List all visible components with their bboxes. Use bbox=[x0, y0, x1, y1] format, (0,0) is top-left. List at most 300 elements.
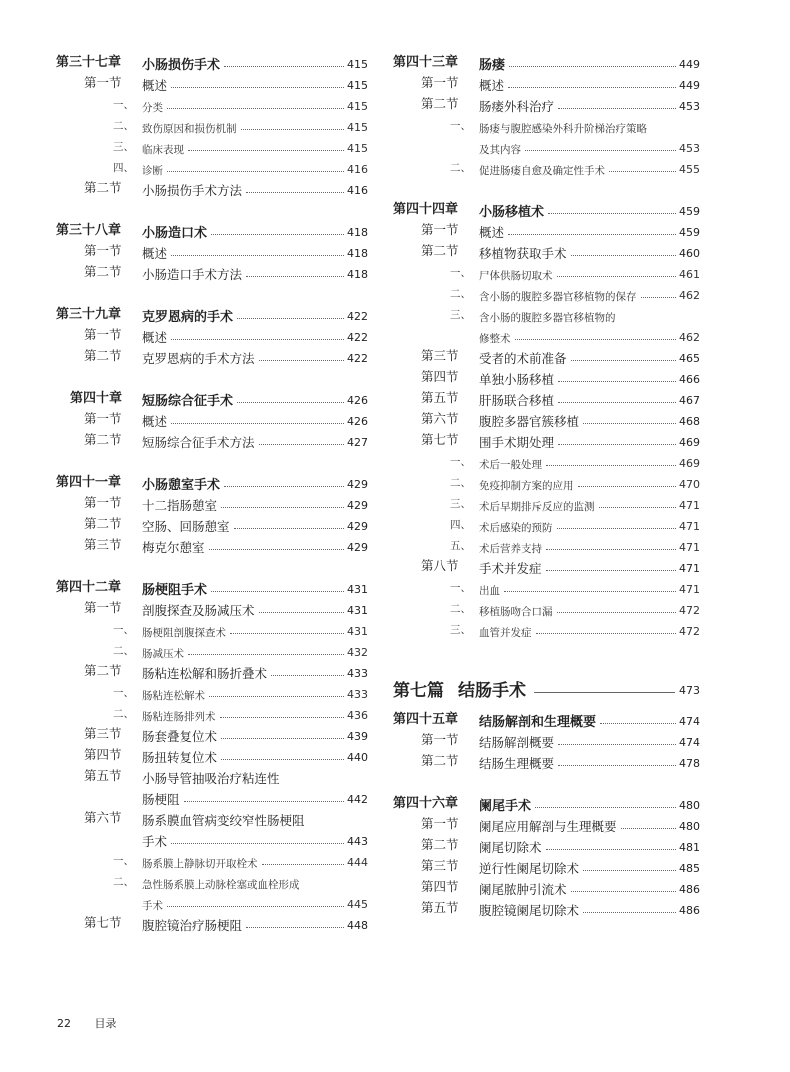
entry-label: 第二节 bbox=[84, 180, 122, 195]
entry-label: 第三十九章 bbox=[56, 307, 122, 322]
leader-dots bbox=[609, 171, 676, 172]
toc-section-entry[interactable] bbox=[56, 745, 368, 766]
entry-title: 术后感染的预防 bbox=[479, 522, 553, 534]
leader-dots bbox=[171, 843, 344, 844]
page-ref: 480 bbox=[679, 799, 700, 812]
toc-section-entry[interactable] bbox=[393, 94, 700, 115]
leader-dots bbox=[171, 255, 344, 256]
toc-subsection-entry[interactable] bbox=[393, 493, 700, 514]
entry-label: 二、 bbox=[113, 708, 134, 720]
entry-title: 结肠解剖和生理概要 bbox=[479, 715, 597, 730]
toc-subsection-entry[interactable] bbox=[56, 871, 368, 892]
leader-dots bbox=[525, 150, 676, 151]
entry-title: 肠梗阻 bbox=[142, 792, 180, 807]
entry-title: 小肠移植术 bbox=[479, 205, 545, 220]
entry-title: 剖腹探查及肠减压术 bbox=[142, 603, 255, 618]
page-ref: 426 bbox=[347, 415, 368, 428]
page-ref: 431 bbox=[347, 604, 368, 617]
leader-dots bbox=[209, 696, 344, 697]
leader-dots bbox=[211, 234, 344, 235]
entry-title: 概述 bbox=[142, 246, 168, 261]
entry-title: 小肠导管抽吸治疗粘连性 bbox=[142, 771, 280, 786]
entry-title: 概述 bbox=[142, 78, 168, 93]
toc-subsection-entry[interactable] bbox=[56, 94, 368, 115]
toc-spacer bbox=[393, 640, 700, 661]
leader-dots bbox=[599, 507, 677, 508]
toc-entry-continuation[interactable] bbox=[56, 892, 368, 913]
page-ref: 429 bbox=[347, 478, 368, 491]
page-number: 22 bbox=[57, 1017, 71, 1030]
entry-label: 一、 bbox=[113, 855, 134, 867]
footer-section-title: 目录 bbox=[94, 1017, 117, 1030]
page-ref: 432 bbox=[347, 646, 368, 659]
page-ref: 462 bbox=[679, 331, 700, 344]
toc-section-entry[interactable] bbox=[56, 598, 368, 619]
toc-section-entry[interactable] bbox=[56, 409, 368, 430]
toc-subsection-entry[interactable] bbox=[393, 577, 700, 598]
toc-subsection-entry[interactable] bbox=[393, 514, 700, 535]
entry-label: 第三节 bbox=[84, 537, 122, 552]
entry-label: 第三十八章 bbox=[56, 223, 122, 238]
entry-title: 腹腔镜阑尾切除术 bbox=[479, 903, 580, 918]
page-ref: 444 bbox=[347, 856, 368, 869]
toc-subsection-entry[interactable] bbox=[56, 157, 368, 178]
leader-dots bbox=[557, 276, 677, 277]
toc-subsection-entry[interactable] bbox=[56, 703, 368, 724]
leader-dots bbox=[557, 528, 677, 529]
entry-label: 三、 bbox=[113, 141, 134, 153]
leader-dots bbox=[546, 570, 676, 571]
toc-entry-continuation[interactable] bbox=[56, 787, 368, 808]
entry-title: 小肠造口术 bbox=[142, 226, 208, 241]
toc-section-entry[interactable] bbox=[56, 535, 368, 556]
page-ref: 431 bbox=[347, 583, 368, 596]
toc-subsection-entry[interactable] bbox=[393, 262, 700, 283]
toc-chapter-entry[interactable] bbox=[56, 577, 368, 598]
entry-label: 四、 bbox=[113, 162, 134, 174]
entry-label: 二、 bbox=[113, 876, 134, 888]
toc-section-entry[interactable] bbox=[56, 913, 368, 934]
entry-title: 修整术 bbox=[479, 333, 511, 345]
page-ref: 472 bbox=[679, 625, 700, 638]
page-ref: 427 bbox=[347, 436, 368, 449]
toc-subsection-entry[interactable] bbox=[56, 640, 368, 661]
entry-title: 受者的术前准备 bbox=[479, 351, 567, 366]
entry-title: 概述 bbox=[479, 78, 505, 93]
entry-label: 第六节 bbox=[84, 810, 122, 825]
page-ref: 481 bbox=[679, 841, 700, 854]
entry-title: 临床表现 bbox=[142, 144, 184, 156]
page-ref: 466 bbox=[679, 373, 700, 386]
toc-subsection-entry[interactable] bbox=[393, 157, 700, 178]
entry-title: 术后营养支持 bbox=[479, 543, 542, 555]
toc-section-entry[interactable] bbox=[393, 835, 700, 856]
toc-section-entry[interactable] bbox=[393, 367, 700, 388]
toc-section-entry[interactable] bbox=[56, 514, 368, 535]
entry-title: 阑尾脓肿引流术 bbox=[479, 882, 567, 897]
entry-title: 结肠解剖概要 bbox=[479, 735, 555, 750]
toc-chapter-entry[interactable] bbox=[393, 793, 700, 814]
entry-label: 第一节 bbox=[84, 411, 122, 426]
toc-section-entry[interactable] bbox=[56, 346, 368, 367]
entry-title: 术后早期排斥反应的监测 bbox=[479, 501, 595, 513]
leader-dots bbox=[535, 807, 676, 808]
leader-dots bbox=[578, 486, 677, 487]
leader-dots bbox=[641, 297, 677, 298]
page-ref: 478 bbox=[679, 757, 700, 770]
part-label: 第七篇 bbox=[393, 681, 444, 701]
entry-label: 三、 bbox=[450, 309, 471, 321]
toc-section-entry[interactable] bbox=[393, 751, 700, 772]
entry-label: 第二节 bbox=[421, 243, 459, 258]
leader-dots bbox=[571, 891, 676, 892]
leader-dots bbox=[508, 87, 676, 88]
toc-section-entry[interactable] bbox=[393, 856, 700, 877]
entry-label: 五、 bbox=[450, 540, 471, 552]
entry-title: 阑尾应用解剖与生理概要 bbox=[479, 819, 617, 834]
page-ref: 486 bbox=[679, 883, 700, 896]
page-ref: 415 bbox=[347, 121, 368, 134]
entry-title: 概述 bbox=[479, 225, 505, 240]
page-ref: 449 bbox=[679, 79, 700, 92]
entry-label: 第四十五章 bbox=[393, 712, 459, 727]
entry-label: 第一节 bbox=[421, 222, 459, 237]
page-ref: 429 bbox=[347, 520, 368, 533]
entry-label: 第三节 bbox=[421, 348, 459, 363]
leader-dots bbox=[271, 675, 344, 676]
entry-title: 肠梗阻剖腹探查术 bbox=[142, 627, 226, 639]
toc-chapter-entry[interactable] bbox=[56, 388, 368, 409]
page-ref: 448 bbox=[347, 919, 368, 932]
entry-label: 第八节 bbox=[421, 558, 459, 573]
entry-title: 腹腔多器官簇移植 bbox=[479, 414, 580, 429]
page-ref: 418 bbox=[347, 247, 368, 260]
entry-label: 二、 bbox=[450, 603, 471, 615]
entry-title: 肠瘘与腹腔感染外科升阶梯治疗策略 bbox=[479, 123, 647, 135]
page-ref: 442 bbox=[347, 793, 368, 806]
page-ref: 449 bbox=[679, 58, 700, 71]
entry-label: 第三十七章 bbox=[56, 55, 122, 70]
entry-label: 第三节 bbox=[84, 726, 122, 741]
entry-label: 第三节 bbox=[421, 858, 459, 873]
leader-dots bbox=[246, 276, 344, 277]
entry-label: 第四节 bbox=[421, 369, 459, 384]
leader-dots bbox=[558, 381, 676, 382]
toc-entry-continuation[interactable] bbox=[56, 829, 368, 850]
page-ref: 443 bbox=[347, 835, 368, 848]
toc-section-entry[interactable] bbox=[56, 766, 368, 787]
leader-dots bbox=[211, 591, 344, 592]
toc-part-entry[interactable] bbox=[393, 667, 700, 701]
toc-section-entry[interactable] bbox=[393, 241, 700, 262]
entry-title: 及其内容 bbox=[479, 144, 521, 156]
toc-spacer bbox=[56, 367, 368, 388]
page-ref: 426 bbox=[347, 394, 368, 407]
toc-section-entry[interactable] bbox=[393, 898, 700, 919]
entry-title: 梅克尔憩室 bbox=[142, 540, 205, 555]
leader-dots bbox=[508, 234, 676, 235]
leader-dots bbox=[259, 444, 344, 445]
page-ref: 455 bbox=[679, 163, 700, 176]
entry-label: 二、 bbox=[450, 288, 471, 300]
page-ref: 471 bbox=[679, 583, 700, 596]
toc-chapter-entry[interactable] bbox=[393, 199, 700, 220]
entry-label: 第七节 bbox=[84, 915, 122, 930]
toc-section-entry[interactable] bbox=[56, 262, 368, 283]
entry-title: 促进肠瘘自愈及确定性手术 bbox=[479, 165, 605, 177]
toc-section-entry[interactable] bbox=[56, 724, 368, 745]
entry-title: 结肠生理概要 bbox=[479, 756, 555, 771]
entry-title: 肠系膜上静脉切开取栓术 bbox=[142, 858, 258, 870]
leader-dots bbox=[546, 849, 676, 850]
toc-subsection-entry[interactable] bbox=[56, 136, 368, 157]
toc-section-entry[interactable] bbox=[393, 730, 700, 751]
entry-title: 尸体供肠切取术 bbox=[479, 270, 553, 282]
leader-dots bbox=[504, 591, 676, 592]
leader-dots bbox=[548, 213, 676, 214]
page-ref: 418 bbox=[347, 268, 368, 281]
entry-title: 十二指肠憩室 bbox=[142, 498, 218, 513]
page-ref: 471 bbox=[679, 562, 700, 575]
leader-dots bbox=[262, 864, 345, 865]
toc-section-entry[interactable] bbox=[393, 814, 700, 835]
toc-section-entry[interactable] bbox=[56, 808, 368, 829]
entry-title: 小肠损伤手术 bbox=[142, 58, 221, 73]
entry-title: 血管并发症 bbox=[479, 627, 532, 639]
page-ref: 445 bbox=[347, 898, 368, 911]
toc-chapter-entry[interactable] bbox=[56, 472, 368, 493]
entry-label: 第七节 bbox=[421, 432, 459, 447]
toc-spacer bbox=[393, 772, 700, 793]
toc-entry-continuation[interactable] bbox=[393, 136, 700, 157]
entry-title: 肠粘连松解和肠折叠术 bbox=[142, 666, 268, 681]
leader-dots bbox=[583, 423, 676, 424]
entry-title: 概述 bbox=[142, 414, 168, 429]
leader-line bbox=[534, 692, 675, 693]
entry-title: 阑尾手术 bbox=[479, 799, 532, 814]
leader-dots bbox=[230, 633, 344, 634]
page-ref: 459 bbox=[679, 205, 700, 218]
page-ref: 433 bbox=[347, 688, 368, 701]
part-title: 结肠手术 bbox=[458, 681, 526, 701]
page-ref: 422 bbox=[347, 352, 368, 365]
page-ref: 470 bbox=[679, 478, 700, 491]
toc-subsection-entry[interactable] bbox=[56, 850, 368, 871]
leader-dots bbox=[171, 339, 344, 340]
entry-title: 手术并发症 bbox=[479, 561, 542, 576]
page-ref: 473 bbox=[679, 684, 700, 697]
entry-label: 第二节 bbox=[84, 432, 122, 447]
entry-label: 二、 bbox=[113, 645, 134, 657]
leader-dots bbox=[221, 759, 344, 760]
leader-dots bbox=[546, 465, 676, 466]
entry-title: 诊断 bbox=[142, 165, 163, 177]
entry-title: 腹腔镜治疗肠梗阻 bbox=[142, 918, 243, 933]
leader-dots bbox=[571, 255, 676, 256]
toc-section-entry[interactable] bbox=[56, 178, 368, 199]
page-ref: 461 bbox=[679, 268, 700, 281]
page-ref: 422 bbox=[347, 310, 368, 323]
toc-subsection-entry[interactable] bbox=[393, 451, 700, 472]
toc-spacer bbox=[56, 283, 368, 304]
entry-label: 第一节 bbox=[84, 327, 122, 342]
entry-label: 第一节 bbox=[84, 600, 122, 615]
leader-dots bbox=[583, 912, 676, 913]
page-ref: 453 bbox=[679, 142, 700, 155]
toc-subsection-entry[interactable] bbox=[56, 619, 368, 640]
entry-label: 三、 bbox=[450, 498, 471, 510]
toc-subsection-entry[interactable] bbox=[56, 115, 368, 136]
page-ref: 471 bbox=[679, 520, 700, 533]
toc-spacer bbox=[56, 556, 368, 577]
leader-dots bbox=[558, 765, 676, 766]
toc-section-entry[interactable] bbox=[56, 430, 368, 451]
entry-title: 术后一般处理 bbox=[479, 459, 542, 471]
page-ref: 467 bbox=[679, 394, 700, 407]
entry-title: 概述 bbox=[142, 330, 168, 345]
leader-dots bbox=[558, 108, 676, 109]
entry-label: 第一节 bbox=[84, 243, 122, 258]
toc-section-entry[interactable] bbox=[56, 661, 368, 682]
entry-label: 第四十六章 bbox=[393, 796, 459, 811]
leader-dots bbox=[221, 507, 344, 508]
entry-title: 肠瘘 bbox=[479, 58, 506, 73]
entry-label: 第四十四章 bbox=[393, 202, 459, 217]
toc-section-entry[interactable] bbox=[393, 346, 700, 367]
entry-label: 二、 bbox=[113, 120, 134, 132]
entry-title: 含小肠的腹腔多器官移植物的 bbox=[479, 312, 616, 324]
toc-entry-continuation[interactable] bbox=[393, 325, 700, 346]
entry-title: 克罗恩病的手术 bbox=[142, 310, 234, 325]
page-ref: 415 bbox=[347, 58, 368, 71]
page-ref: 416 bbox=[347, 163, 368, 176]
leader-dots bbox=[224, 486, 344, 487]
toc-section-entry[interactable] bbox=[393, 877, 700, 898]
leader-dots bbox=[188, 654, 344, 655]
toc-chapter-entry[interactable] bbox=[393, 709, 700, 730]
entry-label: 第一节 bbox=[84, 75, 122, 90]
entry-label: 第二节 bbox=[421, 837, 459, 852]
entry-title: 免疫抑制方案的应用 bbox=[479, 480, 574, 492]
toc-section-entry[interactable] bbox=[56, 325, 368, 346]
leader-dots bbox=[188, 150, 344, 151]
page-ref: 440 bbox=[347, 751, 368, 764]
toc-chapter-entry[interactable] bbox=[56, 304, 368, 325]
toc-subsection-entry[interactable] bbox=[393, 115, 700, 136]
leader-dots bbox=[171, 423, 344, 424]
entry-label: 二、 bbox=[450, 162, 471, 174]
entry-title: 肠粘连肠排列术 bbox=[142, 711, 216, 723]
entry-title: 逆行性阑尾切除术 bbox=[479, 861, 580, 876]
toc-section-entry[interactable] bbox=[393, 430, 700, 451]
toc-subsection-entry[interactable] bbox=[393, 283, 700, 304]
toc-chapter-entry[interactable] bbox=[56, 52, 368, 73]
page-ref: 429 bbox=[347, 541, 368, 554]
toc-subsection-entry[interactable] bbox=[393, 535, 700, 556]
leader-dots bbox=[515, 339, 677, 340]
leader-dots bbox=[171, 87, 344, 88]
toc-spacer bbox=[393, 178, 700, 199]
leader-dots bbox=[224, 66, 344, 67]
toc-section-entry[interactable] bbox=[393, 73, 700, 94]
leader-dots bbox=[220, 717, 345, 718]
toc-section-entry[interactable] bbox=[393, 388, 700, 409]
entry-title: 克罗恩病的手术方法 bbox=[142, 351, 255, 366]
toc-subsection-entry[interactable] bbox=[393, 619, 700, 640]
leader-dots bbox=[167, 906, 344, 907]
leader-dots bbox=[237, 318, 344, 319]
leader-dots bbox=[237, 402, 344, 403]
page-ref: 469 bbox=[679, 457, 700, 470]
leader-dots bbox=[246, 192, 344, 193]
leader-dots bbox=[209, 549, 344, 550]
entry-label: 第五节 bbox=[421, 390, 459, 405]
toc-subsection-entry[interactable] bbox=[393, 472, 700, 493]
toc-left-column bbox=[56, 52, 368, 934]
toc-chapter-entry[interactable] bbox=[56, 220, 368, 241]
page-ref: 416 bbox=[347, 184, 368, 197]
page-ref: 433 bbox=[347, 667, 368, 680]
entry-title: 肠减压术 bbox=[142, 648, 184, 660]
entry-title: 小肠损伤手术方法 bbox=[142, 183, 243, 198]
page-ref: 485 bbox=[679, 862, 700, 875]
leader-dots bbox=[234, 528, 344, 529]
page-ref: 418 bbox=[347, 226, 368, 239]
entry-title: 肠套叠复位术 bbox=[142, 729, 218, 744]
page-ref: 469 bbox=[679, 436, 700, 449]
entry-label: 一、 bbox=[113, 687, 134, 699]
entry-title: 急性肠系膜上动脉栓塞或血栓形成 bbox=[142, 879, 300, 891]
toc-section-entry[interactable] bbox=[393, 409, 700, 430]
toc-chapter-entry[interactable] bbox=[393, 52, 700, 73]
toc-section-entry[interactable] bbox=[393, 220, 700, 241]
toc-section-entry[interactable] bbox=[56, 493, 368, 514]
entry-label: 一、 bbox=[450, 120, 471, 132]
entry-label: 第四节 bbox=[421, 879, 459, 894]
entry-title: 出血 bbox=[479, 585, 500, 597]
entry-label: 一、 bbox=[450, 267, 471, 279]
entry-label: 第五节 bbox=[421, 900, 459, 915]
entry-label: 一、 bbox=[450, 582, 471, 594]
leader-dots bbox=[536, 633, 677, 634]
page-ref: 453 bbox=[679, 100, 700, 113]
page-ref: 472 bbox=[679, 604, 700, 617]
entry-label: 一、 bbox=[113, 624, 134, 636]
toc-right-column bbox=[393, 52, 700, 919]
page-ref: 465 bbox=[679, 352, 700, 365]
entry-label: 第五节 bbox=[84, 768, 122, 783]
page-ref: 429 bbox=[347, 499, 368, 512]
entry-label: 一、 bbox=[113, 99, 134, 111]
toc-section-entry[interactable] bbox=[393, 556, 700, 577]
leader-dots bbox=[558, 744, 676, 745]
entry-label: 第四十一章 bbox=[56, 475, 122, 490]
entry-label: 第一节 bbox=[421, 732, 459, 747]
entry-title: 致伤原因和损伤机制 bbox=[142, 123, 237, 135]
toc-section-entry[interactable] bbox=[56, 241, 368, 262]
entry-label: 第四十三章 bbox=[393, 55, 459, 70]
toc-spacer bbox=[56, 451, 368, 472]
entry-label: 第二节 bbox=[84, 663, 122, 678]
toc-subsection-entry[interactable] bbox=[393, 598, 700, 619]
toc-section-entry[interactable] bbox=[56, 73, 368, 94]
entry-label: 第二节 bbox=[84, 348, 122, 363]
entry-label: 一、 bbox=[450, 456, 471, 468]
toc-subsection-entry[interactable] bbox=[56, 682, 368, 703]
toc-subsection-entry[interactable] bbox=[393, 304, 700, 325]
entry-label: 第二节 bbox=[421, 753, 459, 768]
entry-title: 单独小肠移植 bbox=[479, 372, 555, 387]
